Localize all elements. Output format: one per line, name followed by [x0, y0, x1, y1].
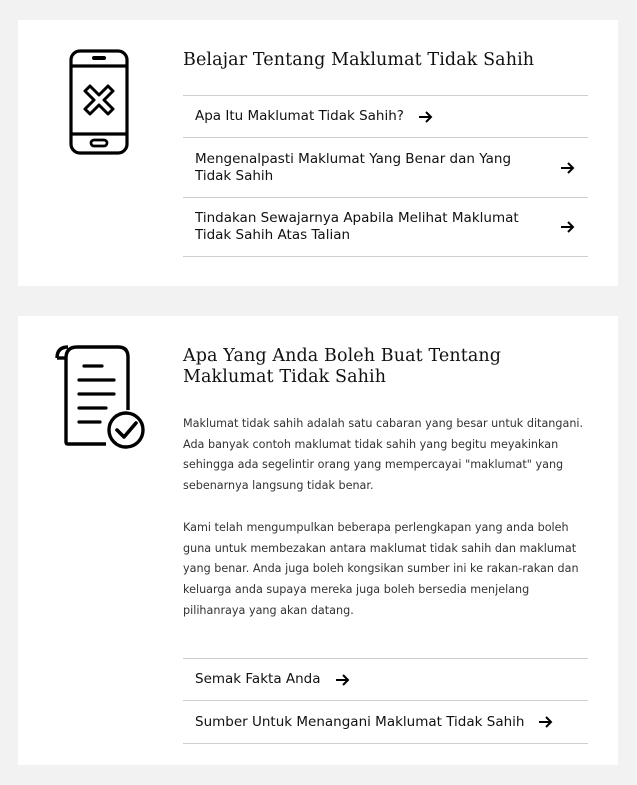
link-label: Mengenalpasti Maklumat Yang Benar dan Yang Tidak Sahih — [195, 150, 512, 184]
section2-title: Apa Yang Anda Boleh Buat Tentang Maklumat Tidak Sahih — [183, 346, 502, 387]
link-what-is-misinformation[interactable] — [183, 96, 588, 138]
link-label: Semak Fakta Anda — [195, 671, 321, 688]
arrow-right-icon — [560, 161, 576, 175]
section1-link-list — [183, 95, 588, 257]
intro-paragraph: Maklumat tidak sahih adalah satu cabaran yang besar untuk ditangani. Ada banyak contoh maklumat tidak sahih yang begitu meyakinkan sehingga ada segelintir orang yang mempercayai "maklumat" yang sebenarnya langsung tidak benar. — [183, 417, 584, 493]
document-check-icon — [54, 344, 146, 452]
arrow-right-icon — [560, 220, 576, 234]
link-label: Tindakan Sewajarnya Apabila Melihat Maklumat Tidak Sahih Atas Talian — [195, 210, 519, 243]
phone-x-icon — [68, 48, 134, 158]
section2-content — [183, 346, 588, 744]
link-actions-online-misinformation[interactable] — [183, 198, 588, 257]
resources-paragraph: Kami telah mengumpulkan beberapa perlengkapan yang anda boleh guna untuk membezakan antara maklumat tidak sahih dan maklumat yang benar. Anda juga boleh kongsikan sumber ini ke rakan-rakan dan keluarga anda supaya mereka juga boleh bersedia menjelang pilihanraya yang akan datang. — [183, 520, 579, 617]
link-check-facts[interactable] — [183, 659, 588, 701]
misinformation-action-card — [18, 316, 618, 765]
misinformation-learning-card — [18, 20, 618, 286]
arrow-right-icon — [418, 110, 434, 124]
section2-link-list — [183, 658, 588, 744]
link-label: Apa Itu Maklumat Tidak Sahih? — [195, 108, 404, 124]
section1-title: Belajar Tentang Maklumat Tidak Sahih — [183, 50, 535, 70]
section1-content — [183, 50, 588, 257]
link-misinformation-resources[interactable] — [183, 701, 588, 744]
link-identify-true-false-info[interactable] — [183, 138, 588, 198]
arrow-right-icon — [538, 715, 554, 729]
arrow-right-icon — [335, 673, 351, 687]
link-label: Sumber Untuk Menangani Maklumat Tidak Sahih — [195, 713, 525, 730]
